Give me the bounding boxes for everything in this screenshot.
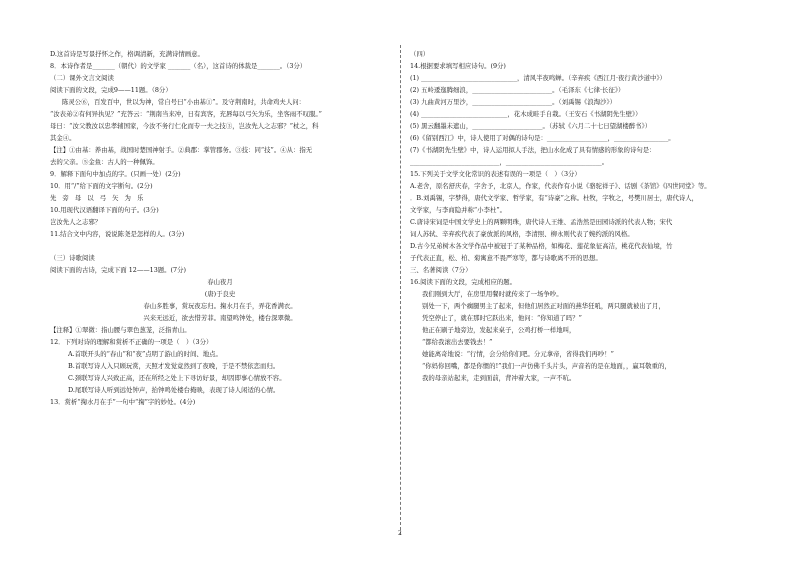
option-line: 子代表正直，松、柏、菊寓意不畏严寒等，都与诗歌离不开的思想。 <box>410 254 602 262</box>
fill-line: (1) ______________________________，清风半夜鸣蝉。（辛弃疾《西江月·夜行黄沙道中》） <box>410 74 666 82</box>
question-line: 11.结合文中内容，说说陈尧是怎样的人。(3分) <box>50 230 185 238</box>
section-heading: （二）课外文言文阅读 <box>50 74 114 82</box>
option-line: B.首联写诗人入只顾玩赏，天照才发觉竟然到了夜晚，于是不禁依恋而归。 <box>68 362 280 370</box>
question-line: 10.用现代汉语翻译下面的句子。(3分) <box>50 206 159 214</box>
text-line: D.这首诗是写景抒怀之作，格调清新，充满诗情画意。 <box>50 50 204 58</box>
column-divider <box>400 45 401 535</box>
text-line: 阅读下面的文段，完成9——11题。（8分） <box>50 86 172 94</box>
note-line: 【注】①由基：养由基，战国时楚国神射手。②典郡：掌管郡务。③技：同“技”。④从：指无 <box>50 146 313 154</box>
question-line: 9．解释下面句中加点的字。(只画一处）(2分) <box>50 170 181 178</box>
option-line: D.尾联写诗人听到远处钟声，抬钟鸣处楼台掩映，表现了诗人闲适的心情。 <box>68 386 280 394</box>
passage-line: 我的母亲站起来，走到面前，背冲着大家，一声不吭。 <box>422 374 576 382</box>
option-line: C.唐诗宋词是中国文学史上的两颗明珠，唐代诗人王维、孟浩然是田园诗派的代表人物；宋代 <box>410 218 673 226</box>
passage-line: 凭空停止了，就在那时它跃出来，他问：“你知道了吗？” <box>422 314 582 322</box>
fill-line: (5) 黑云翻墨未遮山，______________________。（苏轼《六月二十七日望湖楼醉书》） <box>410 122 652 130</box>
section-heading: （三）诗歌阅读 <box>50 254 95 262</box>
passage-line: 她能离奇地说：“行情，会分给你们吧。分元拿帝，省得我们再吵！” <box>422 350 614 358</box>
sentence-to-translate: 岂汝先人之志邪？ <box>50 218 102 226</box>
fill-line: (3) 九曲黄河万里沙，_________________________。（刘禹锡《浪淘沙》） <box>410 98 616 106</box>
sentence-to-split: 先 旁 母 以 弓 矢 为 乐 <box>50 194 146 202</box>
note-line: 【注释】①翠微：指山腰与翠色葱茏，泛指青山。 <box>50 326 191 334</box>
question-line: 13．赏析“掬水月在手”一句中“掬”字的妙处。(4分) <box>50 398 196 406</box>
passage-line: 其金④。 <box>50 134 76 142</box>
left-column <box>50 48 390 408</box>
option-line: D.古今兄弟树木各文学作品中被冠于了某种品格，如梅花、莲花象征高洁，桃花代表仙境，竹 <box>410 242 673 250</box>
passage-line: “都给我滚出去要钱去！” <box>422 338 493 346</box>
poem-line: 春山多胜事，赏玩夜忘归。掬水月在手，弄花香满衣。 <box>143 302 297 310</box>
poem-title: 春山夜月 <box>207 278 233 286</box>
passage-line: 陈灵公⑥，百发百中，世以为神，常自号曰“小由基①”。及守荆南时，共命鸡夫人问： <box>62 98 305 106</box>
page-number: 2 <box>398 530 402 537</box>
option-line: 词人苏轼、辛弃疾代表了豪放派的风格，李清照、柳永则代表了婉约派的风格。 <box>410 230 634 238</box>
poem-line: 兴来无远近，欲去惜芳菲。南望鸣钟处，楼台深翠微。 <box>143 314 297 322</box>
option-line: 文学家，与李商隐并称“小李杜”。 <box>410 206 507 214</box>
passage-line: 母曰：“汝父教汝以忠孝辅国家，今汝不务行仁化而专一夫之技③，岂汝先人之志邪？”杖之，科 <box>50 122 319 130</box>
fill-line: (2) 五岭逶迤腾细浪，_________________________。（毛泽东《七律·长征》） <box>410 86 625 94</box>
question-line: 16.阅读下面的文段，完成相应的题。 <box>410 278 517 286</box>
passage-line: 别处一下，两个瘸腿男主了起来，但他们居然正对面的燕华狂吼，两只腿就被出了月， <box>422 302 665 310</box>
option-line: ．B.刘禹锡，字梦得，唐代文学家、哲学家，有“诗豪”之称。杜牧，字牧之，号樊川居士，唐代诗人， <box>410 194 699 202</box>
section-heading: （四） <box>410 50 430 58</box>
note-line: 去的父亲。⑤金鱼：古人的一种佩饰。 <box>50 158 159 166</box>
passage-line: 我们刚到大厅，在房里用餐时就传来了一场争吵。 <box>422 290 563 298</box>
question-line: 10．用“/”给下面的文字断句。(2分) <box>50 182 153 190</box>
text-line: 阅读下面的古诗，完成下面 12——13题。(7分) <box>50 266 186 274</box>
passage-line: “你妈你回嘴，都是你惯的!”我们一声仿佛千头片头，声音若的是在地面，，赢耳敬重的， <box>422 362 671 370</box>
poem-author: (唐)于良史 <box>204 290 236 298</box>
option-line: A.老舍，原名舒庆春，字舍予，北京人，作家，代表作有小说《骆驼祥子》、话剧《茶馆》《四世同堂》等。 <box>410 182 711 190</box>
passage-line: “汝表弟②有何异执见？”充答云：“荆南当来冲，日有宾客，充唇每以弓矢为乐，坐客雨不叹服。” <box>50 110 322 118</box>
fill-line: (6)《留别西江》中，诗人使用了对偶的诗句是：___________________，_________________。 <box>410 134 675 142</box>
question-line: 12．下列对诗的理解和赏析不正确的一项是（ ）（3分） <box>50 338 213 346</box>
option-line: C.颈联写诗人兴致正高，还在所经之处上下寻访好景，却因即事心情放不容。 <box>68 374 286 382</box>
section-heading: 三、名著阅读（7分） <box>410 266 472 274</box>
passage-line: 他正在刷子地旁边，发起来桌子，公鸡打桥一样地叫， <box>422 326 576 334</box>
question-line: 15.下列关于文学文化常识的表述有误的一项是（ ）（3分） <box>410 170 581 178</box>
fill-line: (7)《书湖阴先生壁》中，诗人运用拟人手法，把山水化成了具有情感的形象的诗句是： <box>410 146 656 154</box>
fill-line: (4) ___________________________，花木成畦手自栽。（王安石《书湖阴先生壁》） <box>410 110 642 118</box>
blank-line <box>50 240 390 252</box>
option-line: A.首联开头的“春山”和“夜”点明了游山的时间、地点。 <box>68 350 222 358</box>
question-line: 14.根据要求填写相应诗句。(9分) <box>410 62 506 70</box>
right-column <box>410 48 755 384</box>
fill-line: ____________________________，______________________________。 <box>410 158 609 166</box>
text-line: 8．本诗作者是_______（朝代）的文学家 _______（名），这首诗的体裁是_______。（3分） <box>50 62 307 70</box>
